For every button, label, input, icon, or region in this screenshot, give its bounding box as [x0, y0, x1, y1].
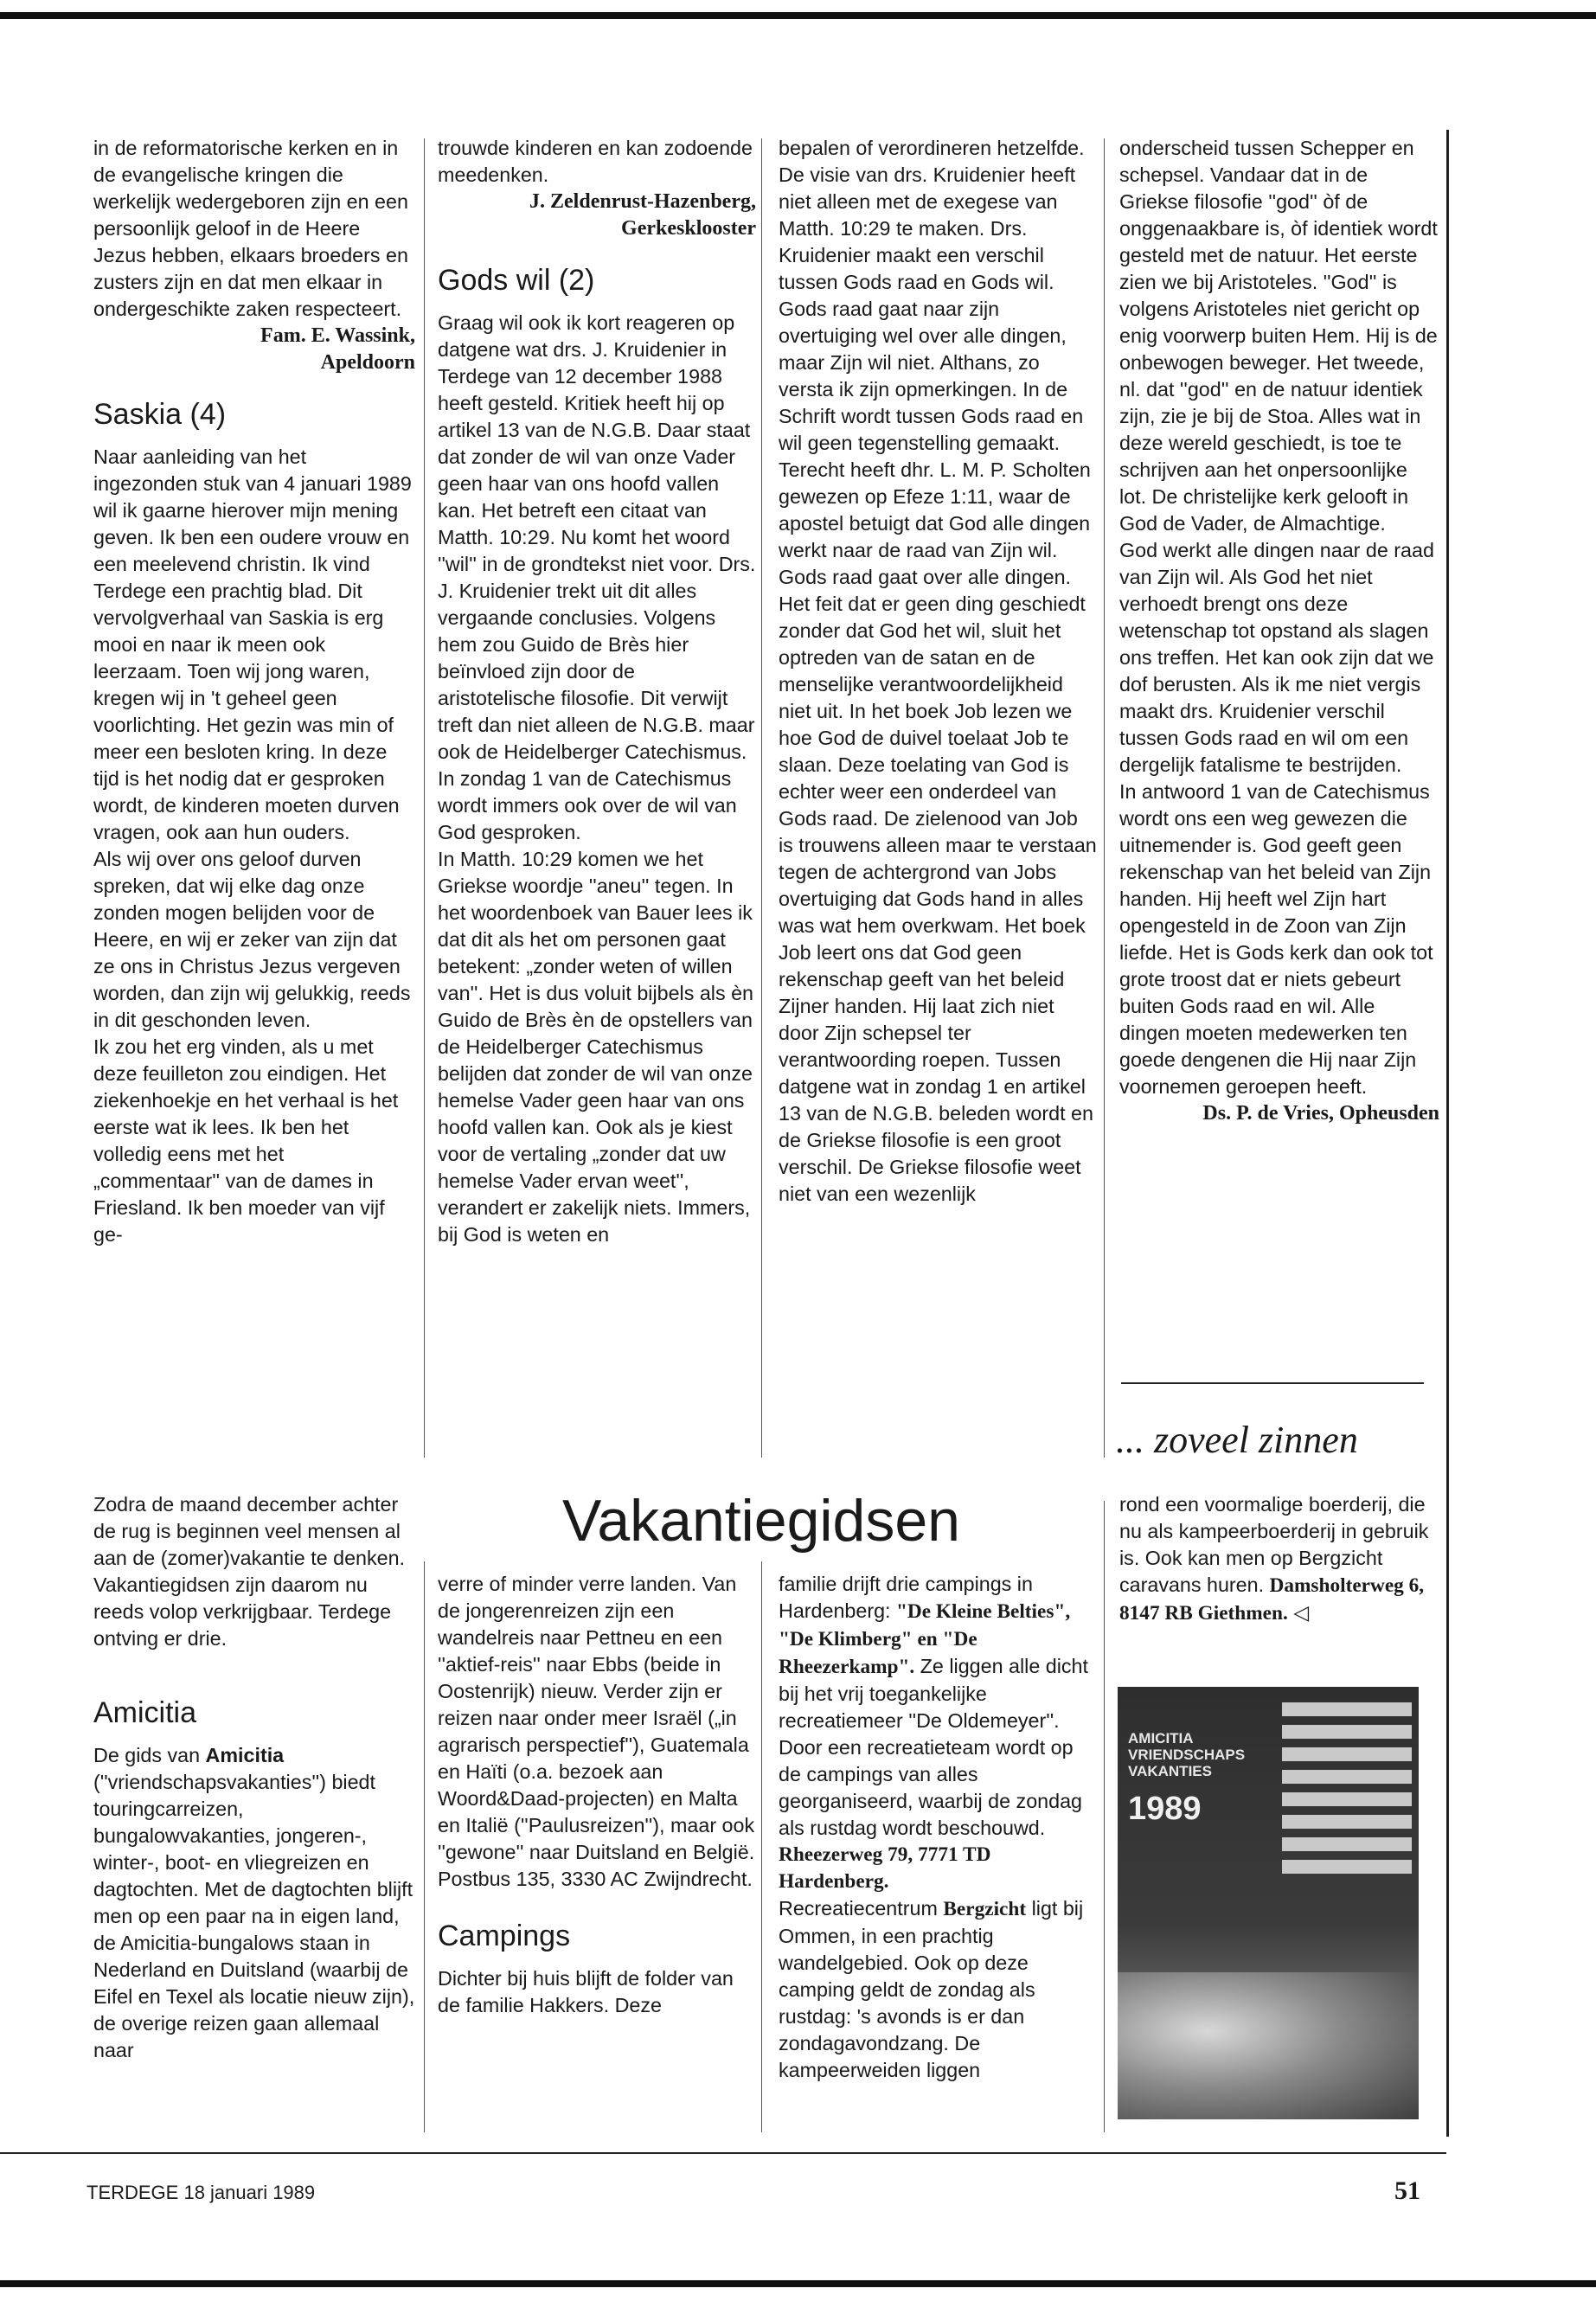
section-rule	[1121, 1382, 1424, 1384]
article-text: Dichter bij huis blijft de folder van de familie Hakkers. Deze	[438, 1967, 734, 2016]
text-body: ligt bij Ommen, in een prachtig wandelgebied. Ook op deze camping geldt de zondag als rustdag: 's avonds is er dan zondagavondzang. De kampeerweiden liggen	[779, 1897, 1084, 2081]
column-divider	[761, 1561, 762, 2132]
article-text	[1119, 1491, 1439, 1627]
footer-rule	[0, 2152, 1446, 2154]
letter-text: Naar aanleiding van het ingezonden stuk van 4 januari 1989 wil ik gaarne hierover mijn mening geven. Ik ben een oudere vrouw en een meelevend christin. Ik vind Terdege een prachtig blad. Dit vervolgverhaal van Saskia is erg mooi en naar ik meen ook leerzaam. Toen wij jong waren, kregen wij in 't geheel geen voorlichting. Het gezin was min of meer een besloten kring. In deze tijd is het nodig dat er gesproken wordt, de kinderen moeten durven vragen, ook aan hun ouders.	[93, 445, 412, 843]
brand-name: Amicitia	[205, 1744, 285, 1766]
article-heading-amicitia: Amicitia	[93, 1696, 197, 1729]
text-lead: familie drijft drie campings in Hardenberg:	[779, 1573, 1033, 1622]
end-mark: ◁	[1293, 1601, 1310, 1624]
page-number: 51	[1394, 2176, 1420, 2205]
letter-text: onderscheid tussen Schepper en schepsel. Vandaar dat in de Griekse filosofie ''god'' òf de onggenaakbare is, òf identiek wordt gesteld met de natuur. Het eerste zien we bij Aristoteles. ''God'' is volgens Aristoteles niet gericht op enig voorwerp buiten Hem. Hij is de onbewogen beweger. Het tweede, nl. dat ''god'' en de natuur identiek zijn, zie je bij de Stoa. Alles wat in deze wereld geschiedt, is toe te schrijven aan het onpersoonlijke lot. De christelijke kerk gelooft in God de Vader, de Almachtige.	[1119, 137, 1438, 535]
column-divider	[1104, 138, 1105, 1458]
brochure-cover-image	[1118, 1687, 1419, 2119]
letter-heading-gods-wil: Gods wil (2)	[438, 264, 595, 297]
article-column-1	[93, 1491, 415, 2140]
letter-text: Ik zou het erg vinden, als u met deze feuilleton zou eindigen. Het ziekenhoekje en het verhaal is het eerste wat ik lees. Ik ben het volledig eens met het „commentaar'' van de dames in Friesland. Ik ben moeder van vijf ge-	[93, 1035, 399, 1246]
letter-signature-place: Apeldoorn	[320, 351, 415, 374]
top-rule	[0, 12, 1596, 19]
letter-text: Graag wil ook ik kort reageren op datgene wat drs. J. Kruidenier in Terdege van 12 december 1988 heeft gesteld. Kritiek heeft hij op artikel 13 van de N.G.B. Daar staat dat zonder de wil van onze Vader geen haar van ons hoofd vallen kan. Het betreft een citaat van Matth. 10:29. Nu komt het woord ''wil'' in de grondtekst niet voor. Drs. J. Kruidenier trekt uit dit alles vergaande conclusies. Volgens hem zou Guido de Brès hier beïnvloed zijn door de aristotelische filosofie. Dit verwijt treft dan niet alleen de N.G.B. maar ook de Heidelberger Catechismus.	[438, 311, 756, 763]
article-heading-campings: Campings	[438, 1920, 571, 1952]
cover-photo	[1118, 1972, 1419, 2119]
address: Rheezerweg 79, 7771 TD Hardenberg.	[779, 1843, 991, 1893]
column-divider	[424, 1561, 425, 2132]
text-lead: Recreatiecentrum	[779, 1897, 938, 1920]
letter-text: In zondag 1 van de Catechismus wordt immers ook over de wil van God gesproken.	[438, 767, 737, 843]
right-rule	[1446, 130, 1449, 2137]
column-divider	[1104, 1501, 1105, 2132]
article-intro: Zodra de maand december achter de rug is beginnen veel mensen al aan de (zomer)vakantie te denken. Vakantiegidsen zijn daarom nu reeds volop verkrijgbaar. Terdege ontving er drie.	[93, 1493, 406, 1650]
letter-text: In antwoord 1 van de Catechismus wordt ons een weg gewezen die uitnemender is. God geeft geen rekenschap van het beleid van Zijn handen. Hij heeft wel Zijn hart opengesteld in de Zoon van Zijn liefde. Het is Gods kerk dan ook tot grote troost dat er niets gebeurt buiten Gods raad en wil. Alle dingen moeten medewerken ten goede dengenen die Hij naar Zijn voornemen geroepen heeft.	[1119, 780, 1433, 1098]
article-text	[779, 1571, 1097, 1842]
letter-text: In Matth. 10:29 komen we het Griekse woordje ''aneu'' tegen. In het woordenboek van Bauer lees ik dat dit als het om personen gaat betekent: „zonder weten of willen van''. Het is dus voluit bijbels als èn Guido de Brès èn de opstellers van de Heidelberger Catechismus belijden dat zonder de wil van onze hemelse Vader geen haar van ons hoofd vallen kan. Ook als je kiest voor de vertaling „zonder dat uw hemelse Vader ervan weet'', verandert er zakelijk niets. Immers, bij God is weten en	[438, 848, 754, 1246]
letters-column-1	[93, 135, 415, 1458]
article-column-4	[1119, 1491, 1439, 1682]
letter-signature: Fam. E. Wassink,	[260, 324, 415, 347]
column-divider	[761, 138, 762, 1458]
text-body: Ze liggen alle dicht bij het vrij toegankelijke recreatiemeer ''De Oldemeyer''. Door een recreatieteam wordt op de campings van alles georganiseerd, waarbij de zondag als rustdag wordt beschouwd.	[779, 1655, 1088, 1839]
letter-text: De visie van drs. Kruidenier heeft niet alleen met de exegese van Matth. 10:29 te maken. Drs. Kruidenier maakt een verschil tussen Gods raad en Gods wil. Gods raad gaat naar zijn overtuiging wel over alle dingen, maar Zijn wil niet. Althans, zo versta ik zijn opmerkingen. In de Schrift wordt tussen Gods raad en wil geen tegenstelling gemaakt. Terecht heeft dhr. L. M. P. Scholten gewezen op Efeze 1:11, waar de apostel betuigt dat God alle dingen werkt naar de raad van Zijn wil. Gods raad gaat over alle dingen.	[779, 163, 1091, 588]
letter-text: Als wij over ons geloof durven spreken, dat wij elke dag onze zonden mogen belijden voor de Heere, en wij er zeker van zijn dat ze ons in Christus Jezus vergeven worden, dan zijn wij gelukkig, reeds in dit geschonden leven.	[93, 848, 411, 1031]
letter-text: in de reformatorische kerken en in de evangelische kringen die werkelijk wedergeboren zijn en een persoonlijk geloof in de Heere Jezus hebben, elkaars broeders en zusters zijn en dat men elkaar in ondergeschikte zaken respecteert.	[93, 137, 408, 320]
letter-text: God werkt alle dingen naar de raad van Zijn wil. Als God het niet verhoedt brengt ons deze wetenschap tot opstand als slagen ons treffen. Het kan ook zijn dat we dof berusten. Als ik me niet vergis maakt drs. Kruidenier verschil tussen Gods raad en wil om een dergelijk fatalisme te bestrijden.	[1119, 539, 1434, 776]
letter-heading-saskia: Saskia (4)	[93, 398, 227, 431]
camping-name: Bergzicht	[943, 1898, 1027, 1920]
letter-text: Het feit dat er geen ding geschiedt zonder dat God het wil, sluit het optreden van de satan en de menselijke verantwoordelijkheid niet uit. In het boek Job lezen we hoe God de duivel toelaat Job te slaan. Deze toelating van God is echter weer een onderdeel van Gods raad. De zielenood van Job is trouwens alleen maar te verstaan tegen de achtergrond van Jobs overtuiging dat Gods hand in alles was wat hem overkwam. Het boek Job leert ons dat God geen rekenschap geeft van het beleid Zijner handen. Hij laat zich niet door Zijn schepsel ter verantwoording roepen. Tussen datgene wat in zondag 1 en artikel 13 van de N.G.B. beleden wordt en de Griekse filosofie is een groot verschil. De Griekse filosofie weet niet van een wezenlijk	[779, 593, 1097, 1205]
letters-column-3	[779, 135, 1097, 1458]
article-text	[779, 1895, 1097, 2084]
camping-names: "De Kleine Belties", "De Klimberg" en "De Rheezerkamp".	[779, 1600, 1071, 1678]
bottom-rule	[0, 2280, 1596, 2287]
letter-signature: J. Zeldenrust-Hazenberg,	[529, 190, 756, 213]
letter-text: bepalen of verordineren hetzelfde.	[779, 137, 1085, 159]
article-column-2	[438, 1571, 756, 2142]
article-column-3	[779, 1571, 1097, 2142]
address: Damsholterweg 6, 8147 RB Giethmen.	[1119, 1574, 1425, 1625]
text-body: rond een voormalige boerderij, die nu als kampeerboerderij in gebruik is. Ook kan men op Bergzicht caravans huren.	[1119, 1493, 1429, 1596]
section-title-zoveel-zinnen: ... zoveel zinnen	[1116, 1419, 1358, 1461]
cover-title: AMICITIA VRIENDSCHAPS VAKANTIES	[1128, 1730, 1246, 1779]
letter-text: trouwde kinderen en kan zodoende meedenken.	[438, 137, 753, 186]
letters-column-4	[1119, 135, 1439, 1381]
cover-graphic-bars	[1282, 1702, 1412, 1882]
text-lead: De gids van	[93, 1744, 201, 1766]
article-text	[93, 1742, 415, 2064]
article-text: verre of minder verre landen. Van de jongerenreizen zijn een wandelreis naar Pettneu en een ''aktief-reis'' naar Ebbs (beide in Oostenrijk) nieuw. Verder zijn er reizen naar onder meer Israël („in agrarisch perspectief''), Guatemala en Haïti (o.a. bezoek aan Woord&Daad-projecten) en Malta en Italië (''Paulusreizen''), maar ook ''gewone'' naar Duitsland en België. Postbus 135, 3330 AC Zwijndrecht.	[438, 1573, 755, 1890]
letter-signature: Ds. P. de Vries, Opheusden	[1202, 1102, 1439, 1125]
letter-signature-place: Gerkesklooster	[621, 217, 756, 240]
text-body: (''vriendschapsvakanties'') biedt touringcarreizen, bungalowvakanties, jongeren-, winter-, boot- en vliegreizen en dagtochten. Met de dagtochten blijft men op een paar na in eigen land, de Amicitia-bungalows staan in Nederland en Duitsland (waarbij de Eifel en Texel als locatie nieuw zijn), de overige reizen gaan allemaal naar	[93, 1771, 415, 2061]
cover-year: 1989	[1128, 1791, 1202, 1827]
letters-column-2	[438, 135, 756, 1458]
footer-publication: TERDEGE 18 januari 1989	[87, 2182, 316, 2203]
article-title: Vakantiegidsen	[562, 1488, 960, 1554]
column-divider	[424, 138, 425, 1458]
